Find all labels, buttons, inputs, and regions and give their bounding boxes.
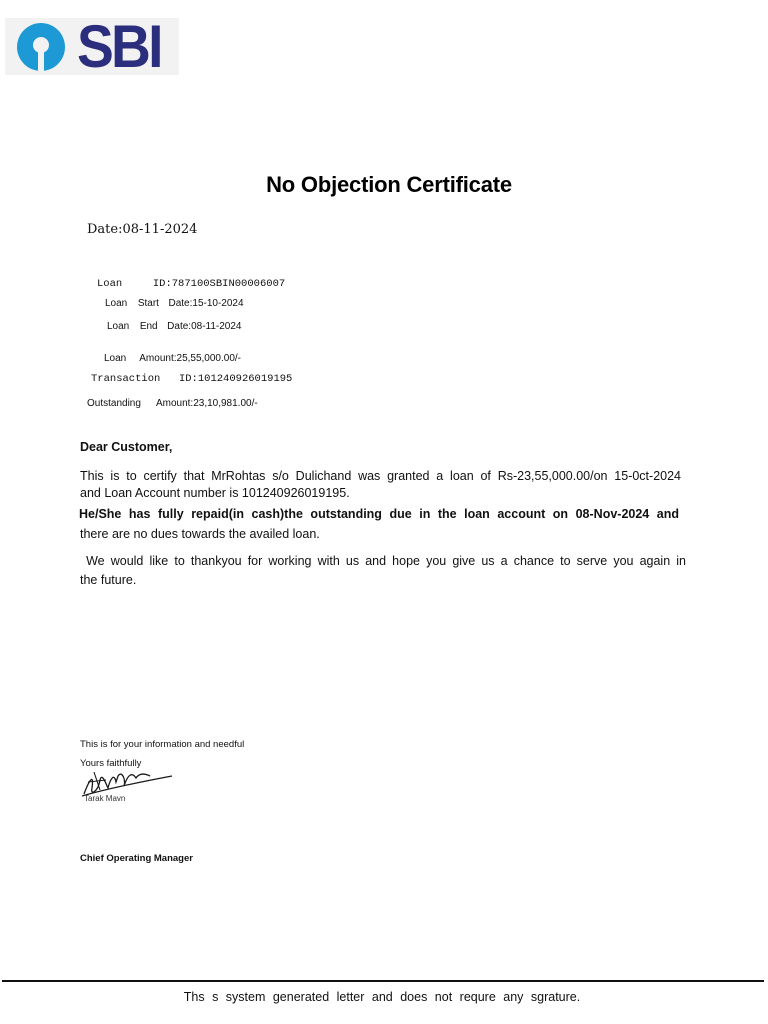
- loan-end-value: Date:08-11-2024: [167, 321, 242, 332]
- loan-id-label: Loan: [97, 278, 123, 290]
- loan-amount-label: Loan: [104, 353, 127, 364]
- footer-divider: [2, 980, 764, 982]
- loan-end-label: Loan: [107, 321, 130, 332]
- loan-start-label2: Start: [137, 298, 159, 309]
- certification-line-2: and Loan Account number is 101240926019195.: [80, 486, 350, 500]
- thanks-paragraph: [80, 552, 686, 590]
- footer-note: Ths s system generated letter and does not requre any sgrature.: [183, 990, 581, 1004]
- transaction-id-row: [91, 373, 292, 385]
- outstanding-label: Outstanding: [87, 398, 141, 409]
- transaction-id-value: ID:101240926019195: [178, 373, 293, 385]
- repayment-line-2: there are no dues towards the availed loan.: [80, 527, 320, 541]
- loan-start-label: Loan: [105, 298, 128, 309]
- loan-id-value: ID:787100SBIN00006007: [152, 278, 286, 290]
- closing-line: Yours faithfully: [80, 758, 142, 769]
- handwritten-signature: [80, 766, 180, 802]
- sbi-keyhole-icon: [11, 21, 75, 73]
- repayment-statement: [79, 506, 679, 523]
- designation: Chief Operating Manager: [80, 853, 193, 864]
- transaction-id-label: Transaction: [91, 373, 161, 385]
- certification-line-1: This is to certify that MrRohtas s/o Dulichand was granted a loan of Rs-23,55,000.00/on 15-0ct-2024: [80, 469, 681, 483]
- sbi-logo-text: SBI: [77, 13, 161, 80]
- loan-start-value: Date:15-10-2024: [168, 298, 244, 309]
- loan-amount-value: Amount:25,55,000.00/-: [139, 353, 242, 364]
- certificate-date: Date:08-11-2024: [87, 222, 198, 237]
- sbi-logo: [5, 13, 179, 80]
- certification-paragraph: [80, 468, 681, 502]
- certificate-title: No Objection Certificate: [266, 172, 512, 197]
- outstanding-row: [87, 398, 258, 409]
- repayment-line-1: He/She has fully repaid(in cash)the outstanding due in the loan account on 08-Nov-2024 and: [79, 507, 679, 521]
- loan-end-row: [107, 321, 241, 332]
- outstanding-value: Amount:23,10,981.00/-: [155, 398, 258, 409]
- signature-caption: Tarak Mavn: [84, 794, 126, 802]
- thanks-line-2: the future.: [80, 573, 137, 587]
- salutation: Dear Customer,: [80, 440, 173, 454]
- info-line: This is for your information and needful: [80, 739, 245, 750]
- loan-end-label2: End: [139, 321, 158, 332]
- loan-amount-row: [104, 353, 241, 364]
- loan-id-row: [97, 278, 285, 290]
- loan-start-row: [105, 298, 244, 309]
- thanks-line-1: We would like to thankyou for working with us and hope you give us a chance to serve you again in: [80, 554, 686, 568]
